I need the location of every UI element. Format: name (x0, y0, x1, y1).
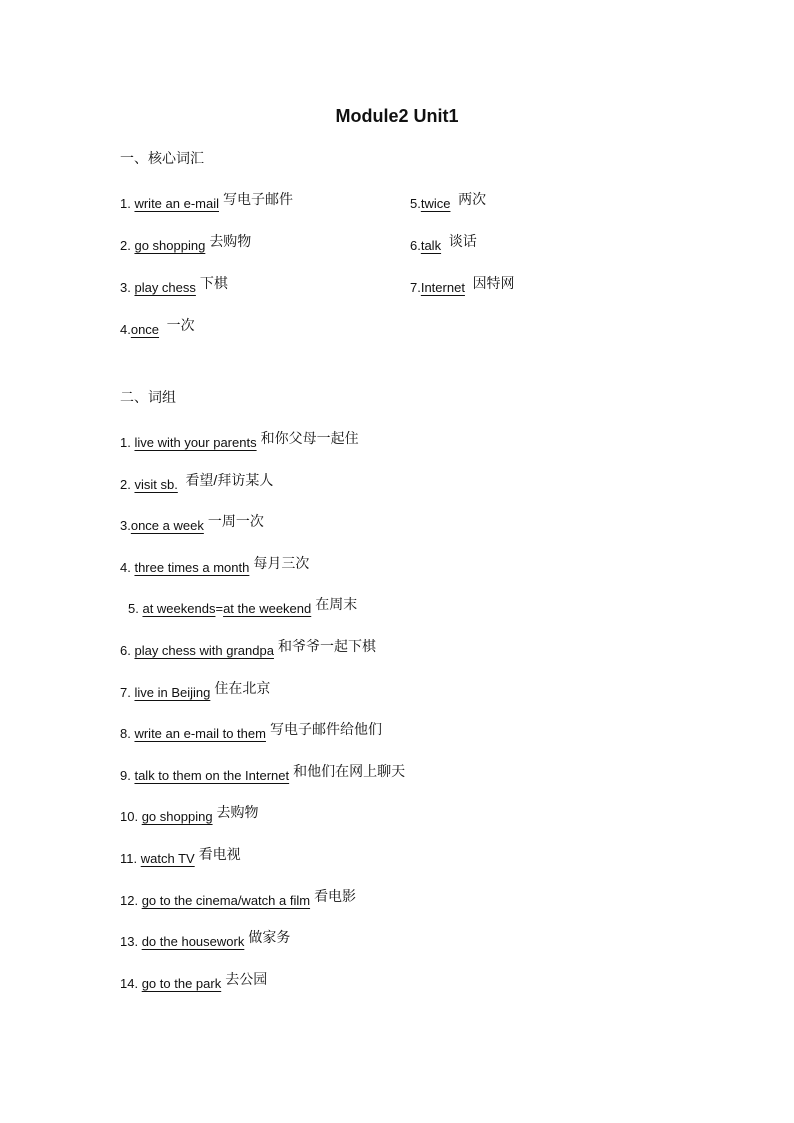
item-english-alt: at the weekend (223, 601, 312, 616)
phrase-item (120, 723, 382, 743)
vocab-item (410, 193, 486, 213)
section-heading-vocabulary: 一、核心词汇 (120, 150, 204, 166)
item-english: live with your parents (134, 435, 257, 450)
item-english: do the housework (141, 934, 245, 949)
item-chinese: 看电视 (198, 846, 241, 862)
item-chinese: 在周末 (315, 596, 358, 612)
phrase-item (120, 640, 376, 660)
vocab-item (120, 319, 195, 339)
item-english: play chess with grandpa (134, 643, 274, 658)
page-title: Module2 Unit1 (335, 106, 459, 126)
item-number: 3. (120, 518, 131, 533)
item-number: 8. (120, 726, 131, 741)
item-chinese: 写电子邮件 (223, 191, 293, 207)
item-number: 6. (120, 643, 131, 658)
item-chinese: 两次 (458, 191, 487, 207)
item-chinese: 和他们在网上聊天 (293, 763, 406, 779)
item-english: talk (420, 238, 442, 253)
item-chinese: 一次 (166, 317, 195, 333)
item-chinese: 住在北京 (214, 680, 271, 696)
item-chinese: 去购物 (216, 804, 259, 820)
item-chinese: 做家务 (248, 929, 291, 945)
item-chinese: 和你父母一起住 (260, 430, 359, 446)
vocab-item (410, 235, 477, 255)
item-english: write an e-mail (134, 196, 219, 211)
item-chinese: 谈话 (448, 233, 477, 249)
item-number: 4. (120, 560, 131, 575)
item-english: at weekends (142, 601, 216, 616)
item-english: visit sb. (134, 477, 178, 492)
item-number: 2. (120, 477, 131, 492)
item-english: Internet (420, 280, 465, 295)
item-number: 1. (120, 435, 131, 450)
item-chinese: 每月三次 (253, 555, 310, 571)
item-number: 5. (410, 196, 421, 211)
item-chinese: 因特网 (472, 275, 515, 291)
item-number: 3. (120, 280, 131, 295)
item-number: 2. (120, 238, 131, 253)
item-number: 7. (410, 280, 421, 295)
phrase-item (120, 890, 356, 910)
item-english: write an e-mail to them (134, 726, 266, 741)
phrase-item (120, 515, 264, 535)
vocab-item (120, 277, 228, 297)
item-chinese: 看望/拜访某人 (185, 472, 274, 488)
vocab-item (410, 277, 515, 297)
phrase-item (128, 598, 357, 618)
phrase-item (120, 931, 290, 951)
item-chinese: 一周一次 (207, 513, 264, 529)
item-number: 14. (120, 976, 139, 991)
phrase-item (120, 848, 241, 868)
vocab-item (120, 235, 251, 255)
item-english: twice (420, 196, 451, 211)
item-number: 5. (128, 601, 139, 616)
item-chinese: 下棋 (199, 275, 228, 291)
item-english: once (130, 322, 160, 337)
item-chinese: 写电子邮件给他们 (269, 721, 382, 737)
phrase-item (120, 474, 273, 494)
item-english: go to the park (141, 976, 222, 991)
item-number: 9. (120, 768, 131, 783)
phrase-item (120, 432, 359, 452)
item-english: live in Beijing (134, 685, 211, 700)
item-english: watch TV (140, 851, 195, 866)
phrase-item (120, 682, 270, 702)
item-number: 11. (120, 851, 138, 866)
item-number: 13. (120, 934, 139, 949)
item-equals: = (215, 601, 224, 616)
phrase-item (120, 765, 405, 785)
item-chinese: 和爷爷一起下棋 (277, 638, 376, 654)
phrase-item (120, 973, 267, 993)
item-number: 6. (410, 238, 421, 253)
item-number: 10. (120, 809, 139, 824)
item-english: three times a month (134, 560, 250, 575)
item-english: talk to them on the Internet (134, 768, 290, 783)
item-number: 7. (120, 685, 131, 700)
item-number: 12. (120, 893, 139, 908)
item-number: 1. (120, 196, 131, 211)
item-english: go shopping (134, 238, 206, 253)
item-chinese: 看电影 (314, 888, 357, 904)
item-english: once a week (130, 518, 204, 533)
item-chinese: 去公园 (225, 971, 268, 987)
section-heading-phrases: 二、词组 (120, 389, 176, 405)
item-english: go shopping (141, 809, 213, 824)
item-english: play chess (134, 280, 196, 295)
item-number: 4. (120, 322, 131, 337)
phrase-item (120, 557, 309, 577)
item-english: go to the cinema/watch a film (141, 893, 311, 908)
item-chinese: 去购物 (209, 233, 252, 249)
phrase-item (120, 806, 259, 826)
vocab-item (120, 193, 293, 213)
